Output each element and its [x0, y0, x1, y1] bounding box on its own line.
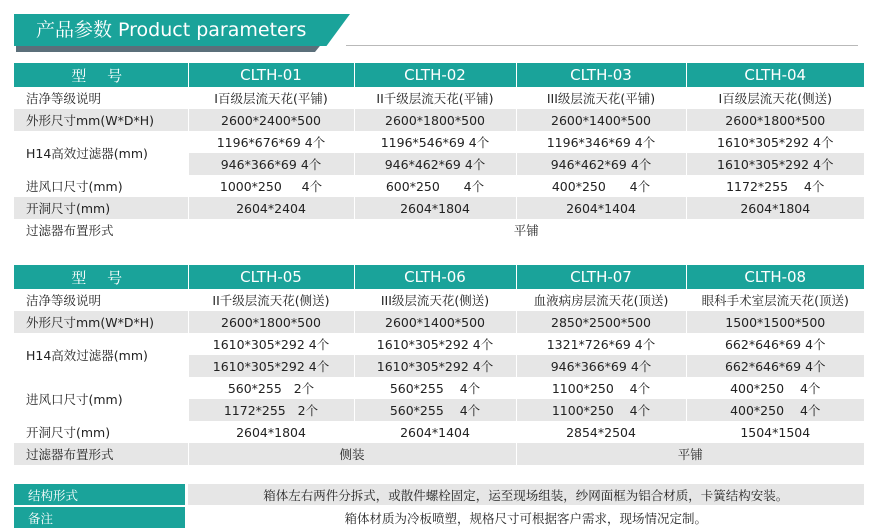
- table-header-row: [14, 63, 864, 87]
- banner-divider: [346, 45, 858, 46]
- table-cell: 1610*305*292 4个: [686, 153, 864, 175]
- table-cell: 2600*1800*500: [686, 109, 864, 131]
- table-row: [14, 377, 864, 399]
- table-cell: 1321*726*69 4个: [516, 333, 686, 355]
- table-cell: 946*366*69 4个: [516, 355, 686, 377]
- table-cell: 662*646*69 4个: [686, 333, 864, 355]
- table-cell: 1610*305*292 4个: [354, 333, 516, 355]
- row-label: 进风口尺寸(mm): [14, 377, 188, 421]
- table-cell: 1100*250 4个: [516, 377, 686, 399]
- params-table-1: [14, 63, 864, 241]
- table-cell: 2604*1404: [516, 197, 686, 219]
- table-cell: 1196*346*69 4个: [516, 131, 686, 153]
- table-cell: 平铺: [188, 219, 864, 241]
- table-cell: 1172*255 2个: [188, 399, 354, 421]
- table-cell: 1610*305*292 4个: [686, 131, 864, 153]
- table-cell: 眼科手术室层流天花(顶送): [686, 289, 864, 311]
- table-cell: II千级层流天花(侧送): [188, 289, 354, 311]
- table-cell: 662*646*69 4个: [686, 355, 864, 377]
- model-header-label: 型 号: [14, 63, 188, 87]
- table-cell: 1610*305*292 4个: [354, 355, 516, 377]
- table-row: [14, 109, 864, 131]
- table-cell: I百级层流天花(侧送): [686, 87, 864, 109]
- model-name: CLTH-01: [188, 63, 354, 87]
- model-name: CLTH-08: [686, 265, 864, 289]
- table-cell: 946*366*69 4个: [188, 153, 354, 175]
- table-cell: 560*255 4个: [354, 377, 516, 399]
- table-cell: II千级层流天花(平铺): [354, 87, 516, 109]
- params-table-2: [14, 265, 864, 465]
- note-label: 备注: [14, 506, 186, 528]
- table-cell: 侧装: [188, 443, 516, 465]
- row-label: 开洞尺寸(mm): [14, 197, 188, 219]
- table-cell: 946*462*69 4个: [516, 153, 686, 175]
- table-cell: 2854*2504: [516, 421, 686, 443]
- row-label: 洁净等级说明: [14, 289, 188, 311]
- model-header-label: 型 号: [14, 265, 188, 289]
- table-cell: III级层流天花(侧送): [354, 289, 516, 311]
- table-cell: 2604*1404: [354, 421, 516, 443]
- table-row: [14, 311, 864, 333]
- table-cell: 2600*1400*500: [516, 109, 686, 131]
- table-row: [14, 333, 864, 355]
- table-cell: 1196*546*69 4个: [354, 131, 516, 153]
- table-cell: 1504*1504: [686, 421, 864, 443]
- table-cell: 血液病房层流天花(顶送): [516, 289, 686, 311]
- table-cell: 1500*1500*500: [686, 311, 864, 333]
- row-label: 过滤器布置形式: [14, 219, 188, 241]
- table-cell: 560*255 2个: [188, 377, 354, 399]
- row-label: 外形尺寸mm(W*D*H): [14, 311, 188, 333]
- model-name: CLTH-05: [188, 265, 354, 289]
- table-row: [14, 87, 864, 109]
- table-row: [14, 175, 864, 197]
- table-row: [14, 289, 864, 311]
- row-label: 开洞尺寸(mm): [14, 421, 188, 443]
- table-cell: 2600*1800*500: [188, 311, 354, 333]
- table-row: [14, 421, 864, 443]
- table-cell: 400*250 4个: [686, 399, 864, 421]
- table-cell: 2600*2400*500: [188, 109, 354, 131]
- table-cell: 1172*255 4个: [686, 175, 864, 197]
- table-cell: III级层流天花(平铺): [516, 87, 686, 109]
- banner-title: 产品参数 Product parameters: [36, 19, 307, 41]
- note-value: 箱体材质为冷板喷塑，规格尺寸可根据客户需求，现场情况定制。: [186, 506, 864, 528]
- structure-label: 结构形式: [14, 484, 186, 506]
- table-cell: 600*250 4个: [354, 175, 516, 197]
- table-cell: 2600*1800*500: [354, 109, 516, 131]
- table-cell: 2604*1804: [686, 197, 864, 219]
- table-cell: 2600*1400*500: [354, 311, 516, 333]
- table-cell: 2850*2500*500: [516, 311, 686, 333]
- table-row: [14, 443, 864, 465]
- structure-value: 箱体左右两件分拆式，或散件螺栓固定，运至现场组装，纱网面框为铝合材质，卡簧结构安装。: [186, 484, 864, 506]
- model-name: CLTH-03: [516, 63, 686, 87]
- row-label: H14高效过滤器(mm): [14, 131, 188, 175]
- table-cell: 1610*305*292 4个: [188, 333, 354, 355]
- footer-table: [14, 484, 864, 528]
- table-cell: 400*250 4个: [516, 175, 686, 197]
- row-label: 进风口尺寸(mm): [14, 175, 188, 197]
- table-cell: 2604*1804: [188, 421, 354, 443]
- row-label: 洁净等级说明: [14, 87, 188, 109]
- model-name: CLTH-04: [686, 63, 864, 87]
- table-cell: 400*250 4个: [686, 377, 864, 399]
- table-cell: 2604*2404: [188, 197, 354, 219]
- table-row: [14, 506, 864, 528]
- table-row: [14, 219, 864, 241]
- model-name: CLTH-06: [354, 265, 516, 289]
- table-cell: 946*462*69 4个: [354, 153, 516, 175]
- table-header-row: [14, 265, 864, 289]
- table-row: [14, 131, 864, 153]
- table-row: [14, 197, 864, 219]
- table-cell: 1610*305*292 4个: [188, 355, 354, 377]
- table-cell: 平铺: [516, 443, 864, 465]
- model-name: CLTH-07: [516, 265, 686, 289]
- section-banner: [0, 0, 871, 60]
- model-name: CLTH-02: [354, 63, 516, 87]
- table-cell: 2604*1804: [354, 197, 516, 219]
- row-label: 过滤器布置形式: [14, 443, 188, 465]
- table-cell: I百级层流天花(平铺): [188, 87, 354, 109]
- row-label: H14高效过滤器(mm): [14, 333, 188, 377]
- table-cell: 1100*250 4个: [516, 399, 686, 421]
- table-cell: 560*255 4个: [354, 399, 516, 421]
- row-label: 外形尺寸mm(W*D*H): [14, 109, 188, 131]
- table-cell: 1196*676*69 4个: [188, 131, 354, 153]
- table-row: [14, 484, 864, 506]
- table-cell: 1000*250 4个: [188, 175, 354, 197]
